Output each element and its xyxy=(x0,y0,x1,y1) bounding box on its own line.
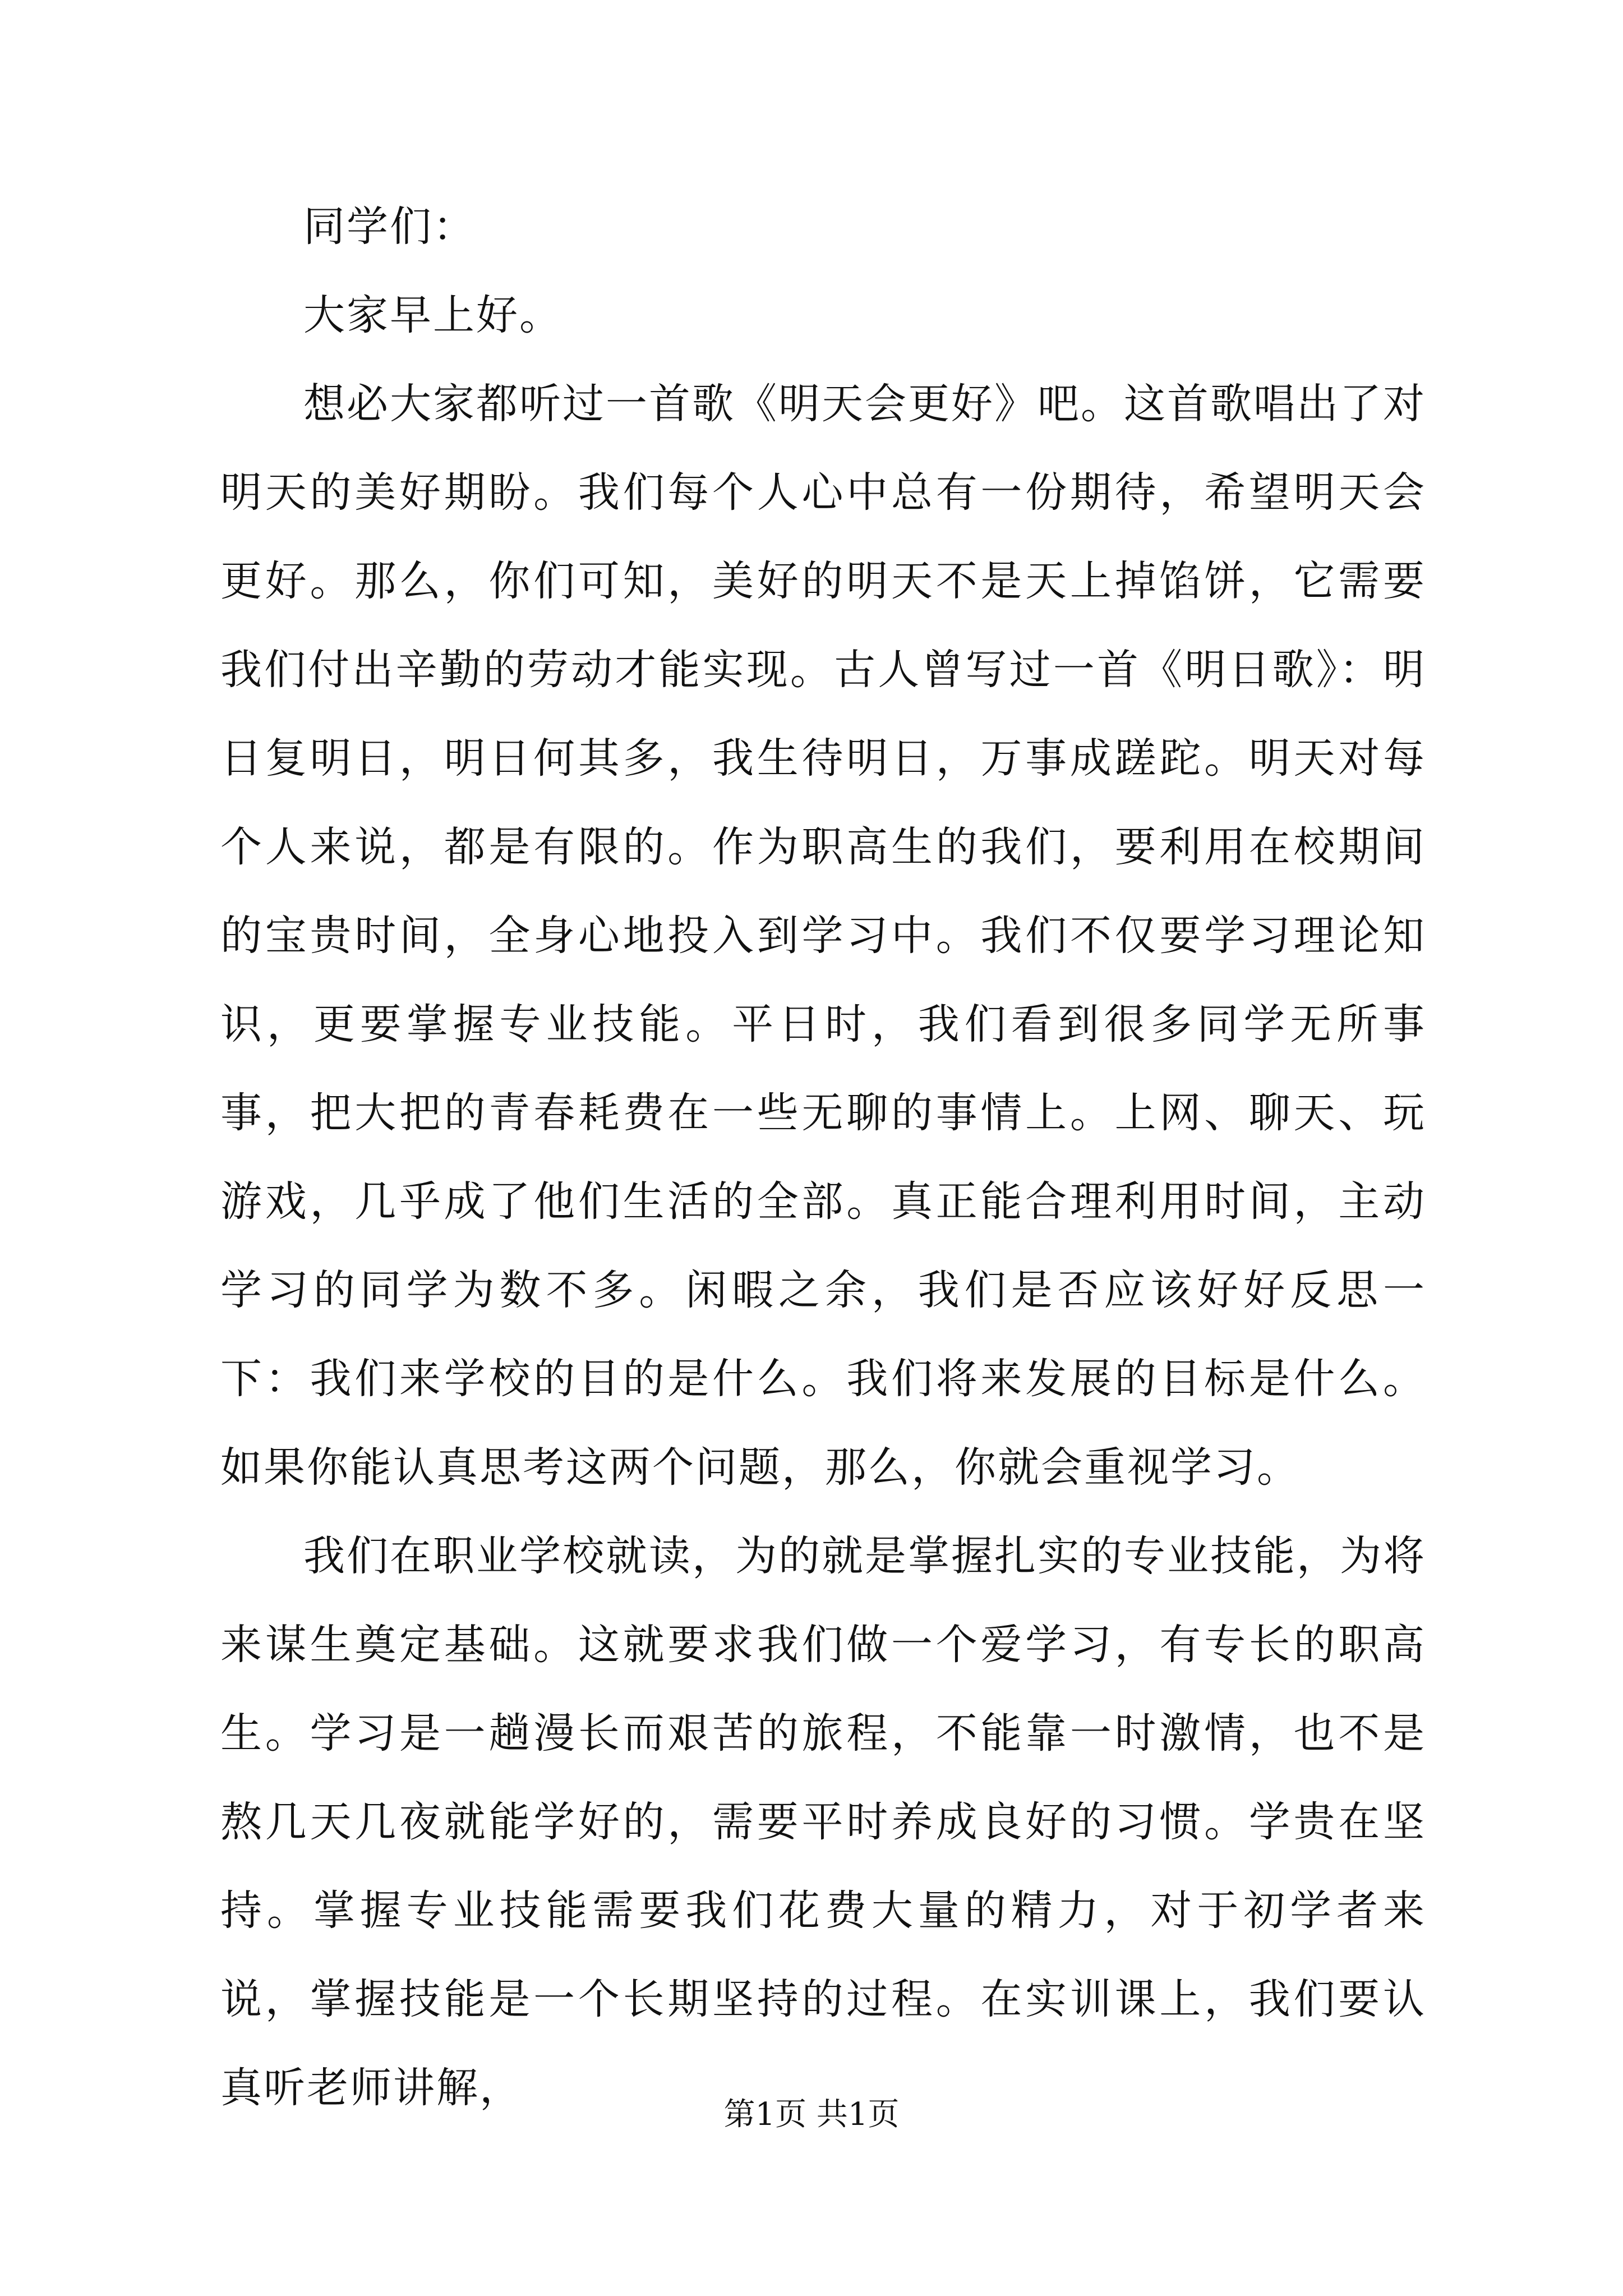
body-paragraph-2: 我们在职业学校就读，为的就是掌握扎实的专业技能，为将来谋生奠定基础。这就要求我们做一个爱学习，有专长的职高生。学习是一趟漫长而艰苦的旅程，不能靠一时激情，也不是熬几天几夜就能学好的，需要平时养成良好的习惯。学贵在坚持。掌握专业技能需要我们花费大量的精力，对于初学者来说，掌握技能是一个长期坚持的过程。在实训课上，我们要认真听老师讲解， xyxy=(220,1532,1426,2112)
page-footer: 第1页 共1页 xyxy=(723,2096,900,2133)
salutation-paragraph: 大家早上好。 xyxy=(303,291,562,339)
document-body xyxy=(220,182,1426,2132)
body-paragraph-1: 想必大家都听过一首歌《明天会更好》吧。这首歌唱出了对明天的美好期盼。我们每个人心中总有一份期待，希望明天会更好。那么，你们可知，美好的明天不是天上掉馅饼，它需要我们付出辛勤的劳动才能实现。古人曾写过一首《明日歌》：明日复明日，明日何其多，我生待明日，万事成蹉跎。明天对每个人来说，都是有限的。作为职高生的我们，要利用在校期间的宝贵时间，全身心地投入到学习中。我们不仅要学习理论知识，更要掌握专业技能。平日时，我们看到很多同学无所事事，把大把的青春耗费在一些无聊的事情上。上网、聊天、玩游戏，几乎成了他们生活的全部。真正能合理利用时间，主动学习的同学为数不多。闲暇之余，我们是否应该好好反思一下：我们来学校的目的是什么。我们将来发展的目标是什么。如果你能认真思考这两个问题，那么，你就会重视学习。 xyxy=(220,380,1426,1492)
greeting-paragraph: 同学们： xyxy=(303,203,476,251)
